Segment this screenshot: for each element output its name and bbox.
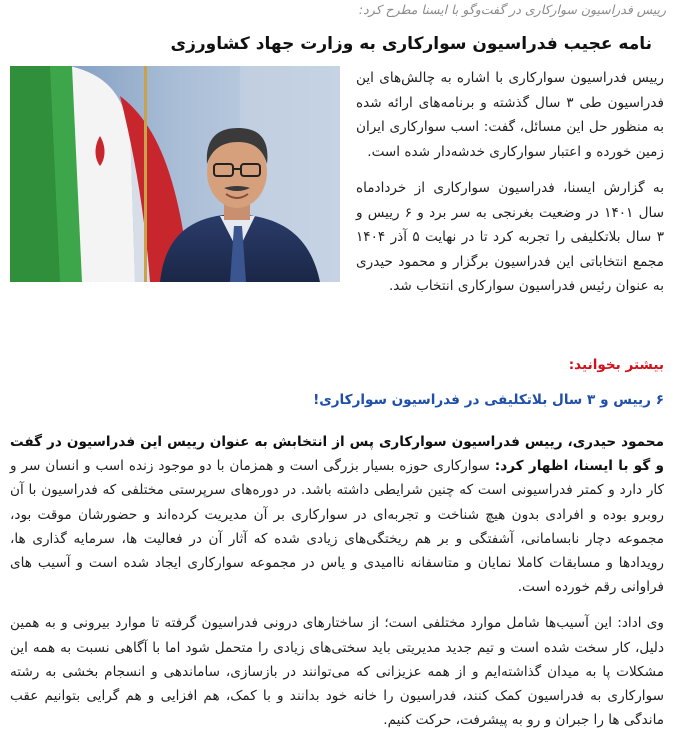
lead-paragraph-2: به گزارش ایسنا، فدراسیون سوارکاری از خردادماه سال ۱۴۰۱ در وضعیت بغرنجی به سر برد و ۶ رییس و ۳ سال بلاتکلیفی را تجربه کرد تا در نهایت ۵ آذر ۱۴۰۴ مجمع انتخاباتی این فدراسیون برگزار و محمود حیدری به عنوان رئیس فدراسیون سوارکاری انتخاب شد. (356, 180, 664, 294)
read-more-link[interactable]: ۶ رییس و ۳ سال بلاتکلیفی در فدراسیون سوارکاری! (313, 392, 664, 408)
article-body (10, 430, 664, 744)
body-paragraph-1 (10, 430, 664, 599)
body-paragraph-1-text: سوارکاری حوزه بسیار بزرگی است و همزمان با دو موجود زنده اسب و انسان سر و کار دارد و کمتر فدراسیونی است که چنین شرایطی داشته باشد. در دوره‌های سرپرستی مختلفی که فدراسیون با آن روبرو بوده و افرادی بدون هیچ شناخت و تجربه‌ای در سوارکاری بر آن مدیریت کرده‌اند و حضورشان موقت بود، مجموعه دچار نابسامانی، آشفتگی و بر هم ریختگی‌های زیادی شده که آثار آن در فعالیت ها، سرمایه گذاری ها، رویدادها و مسابقات کاملا نمایان و متاسفانه ناامیدی و یاس در مجموعه سوارکاری ایجاد شده است و آسیب های فراوانی رقم خورده است. (10, 458, 664, 596)
body-paragraph-2: وی اداد: این آسیب‌ها شامل موارد مختلفی است؛ از ساختارهای درونی فدراسیون گرفته تا موارد بیرونی و به همین دلیل، کار سخت شده است و تیم جدید مدیریتی باید سختی‌های زیادی را متحمل شود اما با آگاهی نسبت به همه این مشکلات پا به میدان گذاشته‌ایم و از همه عزیزانی که می‌توانند در بازسازی، ساماندهی و انسجام بخشی به رشته سوارکاری به فدراسیون کمک کنند، فدراسیون را خانه خود بدانند و با کمک، هم افزایی و هم گرایی بتوانیم عقب ماندگی ها را جبران و رو به پیشرفت، حرکت کنیم. (10, 615, 664, 729)
body-bold-intro: محمود حیدری، رییس فدراسیون سوارکاری پس از انتخابش به عنوان رییس این فدراسیون در گفت و گو با ایسنا، اظهار کرد: (10, 434, 664, 475)
lead-paragraph-1: رییس فدراسیون سوارکاری با اشاره به چالش‌های این فدراسیون طی ۳ سال گذشته و برنامه‌های ارائه شده به منظور حل این مسائل، گفت: اسب سوارکاری ایران زمین خورده و اعتبار سوارکاری خدشه‌دار شده است. (356, 70, 664, 160)
article-photo (10, 66, 340, 282)
article-kicker: رییس فدراسیون سوارکاری در گفت‌وگو با ایسنا مطرح کرد: (358, 2, 666, 17)
article-lead (356, 66, 664, 311)
read-more-label: بیشتر بخوانید: (568, 357, 664, 373)
article-title: نامه عجیب فدراسیون سوارکاری به وزارت جهاد کشاورزی (170, 34, 652, 54)
